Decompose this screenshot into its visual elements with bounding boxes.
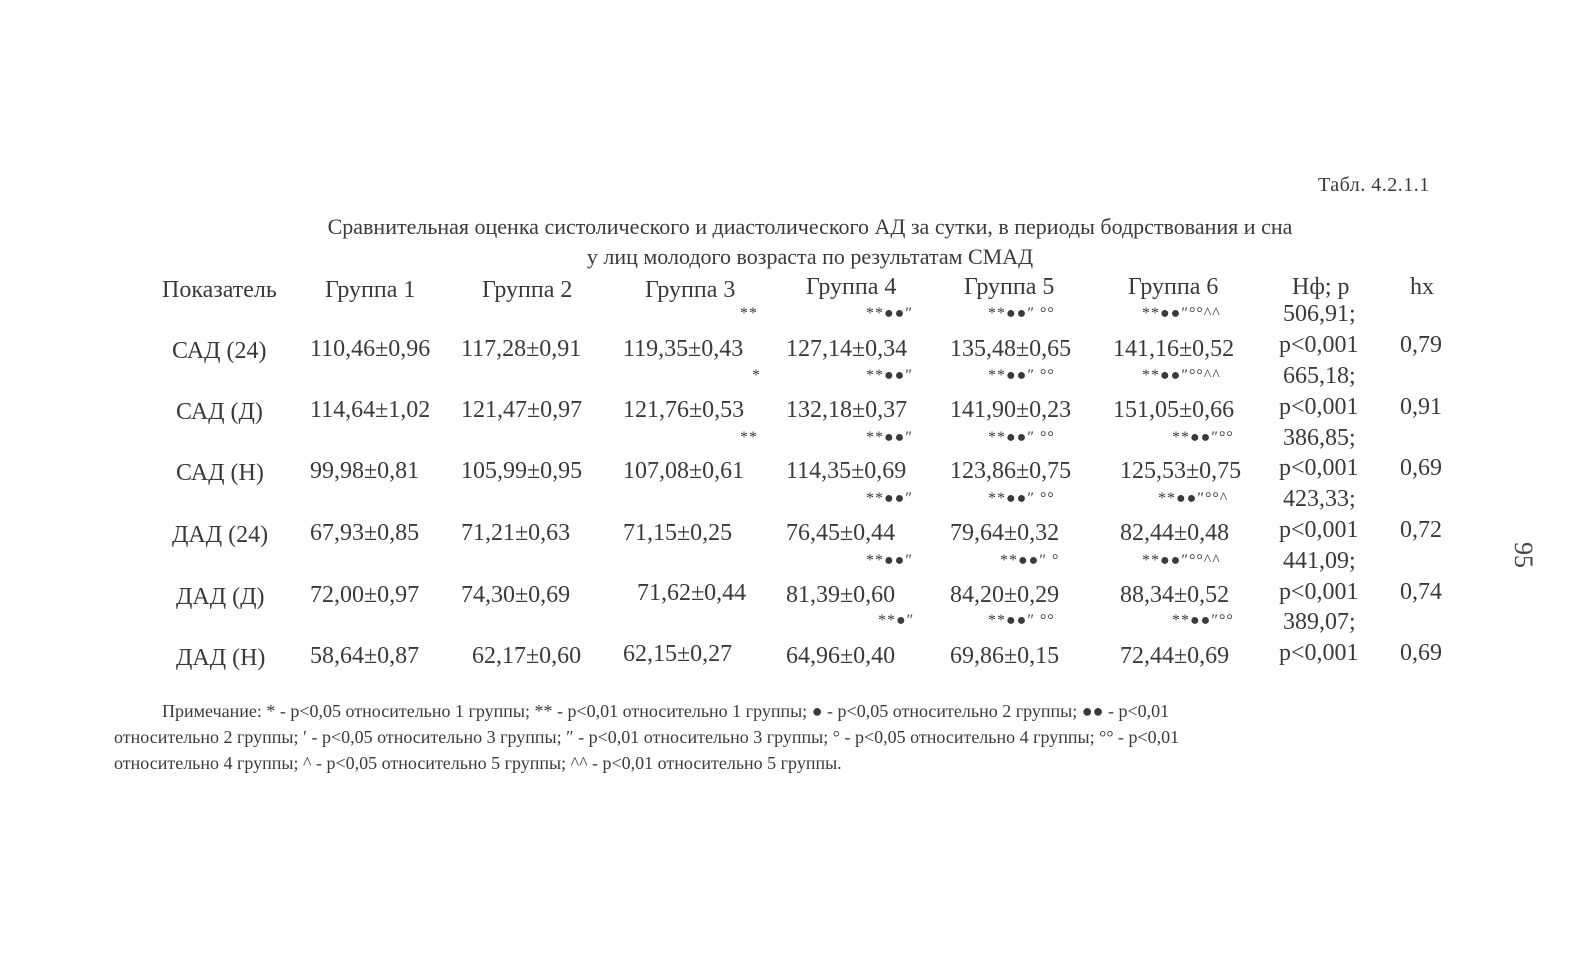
- cell-p: p<0,001: [1279, 517, 1359, 543]
- cell-nf: 423,33;: [1283, 486, 1356, 512]
- mark-g4: **●●″: [866, 305, 913, 322]
- cell-g1: 99,98±0,81: [310, 458, 420, 484]
- mark-g5: **●●″ °°: [988, 367, 1055, 384]
- cell-nf: 441,09;: [1283, 548, 1356, 574]
- cell-hx: 0,91: [1400, 394, 1442, 420]
- cell-g4: 64,96±0,40: [786, 643, 896, 669]
- mark-g3: **: [740, 305, 758, 322]
- note-line-3: относительно 4 группы; ^ - p<0,05 относительно 5 группы; ^^ - p<0,01 относительно 5 группы.: [114, 753, 842, 773]
- cell-g2: 71,21±0,63: [461, 520, 571, 546]
- cell-g6: 141,16±0,52: [1113, 336, 1235, 362]
- header-group-2: Группа 2: [482, 277, 573, 303]
- cell-hx: 0,69: [1400, 455, 1442, 481]
- row-label: САД (Н): [176, 460, 264, 486]
- header-hx: hx: [1410, 274, 1434, 300]
- mark-g6: **●●″°°^^: [1142, 367, 1221, 384]
- cell-g1: 58,64±0,87: [310, 643, 420, 669]
- table-note: [114, 698, 1456, 776]
- mark-g5: **●●″ °°: [988, 305, 1055, 322]
- cell-g2: 62,17±0,60: [472, 643, 582, 669]
- mark-g4: **●″: [878, 612, 915, 629]
- mark-g5: **●●″ °°: [988, 490, 1055, 507]
- mark-g5: **●●″ °°: [988, 429, 1055, 446]
- table-title-line-1: Сравнительная оценка систолического и диастолического АД за сутки, в периоды бодрствования и сна: [327, 214, 1293, 239]
- cell-p: p<0,001: [1279, 455, 1359, 481]
- cell-g1: 110,46±0,96: [310, 336, 431, 362]
- cell-hx: 0,72: [1400, 517, 1442, 543]
- row-label: САД (24): [172, 338, 267, 364]
- cell-g6: 82,44±0,48: [1120, 520, 1230, 546]
- mark-g6: **●●″°°^^: [1142, 552, 1221, 569]
- cell-g5: 141,90±0,23: [950, 397, 1072, 423]
- header-group-3: Группа 3: [645, 277, 736, 303]
- mark-g3: **: [740, 429, 758, 446]
- cell-g4: 132,18±0,37: [786, 397, 908, 423]
- cell-g3: 62,15±0,27: [623, 641, 733, 667]
- cell-g6: 88,34±0,52: [1120, 582, 1230, 608]
- table-title-line-2: у лиц молодого возраста по результатам СМАД: [586, 244, 1034, 269]
- mark-g4: **●●″: [866, 490, 913, 507]
- row-label: ДАД (Д): [176, 584, 265, 610]
- cell-p: p<0,001: [1279, 332, 1359, 358]
- cell-g6: 125,53±0,75: [1120, 458, 1242, 484]
- header-nf-p: Нф; p: [1292, 274, 1350, 300]
- cell-g1: 114,64±1,02: [310, 397, 431, 423]
- cell-g3: 71,15±0,25: [623, 520, 733, 546]
- cell-g5: 84,20±0,29: [950, 582, 1060, 608]
- cell-nf: 389,07;: [1283, 609, 1356, 635]
- row-label: ДАД (24): [172, 522, 269, 548]
- cell-hx: 0,69: [1400, 640, 1442, 666]
- cell-g4: 114,35±0,69: [786, 458, 907, 484]
- mark-g4: **●●″: [866, 367, 913, 384]
- header-group-6: Группа 6: [1128, 274, 1219, 300]
- cell-g1: 67,93±0,85: [310, 520, 420, 546]
- cell-p: p<0,001: [1279, 579, 1359, 605]
- cell-g4: 81,39±0,60: [786, 582, 896, 608]
- row-label: ДАД (Н): [176, 645, 266, 671]
- cell-g3: 71,62±0,44: [637, 580, 747, 606]
- cell-g3: 107,08±0,61: [623, 458, 745, 484]
- mark-g5: **●●″ °: [1000, 552, 1060, 569]
- cell-g5: 123,86±0,75: [950, 458, 1072, 484]
- cell-g5: 79,64±0,32: [950, 520, 1060, 546]
- mark-g4: **●●″: [866, 429, 913, 446]
- cell-g4: 127,14±0,34: [786, 336, 908, 362]
- mark-g6: **●●″°°^: [1158, 490, 1229, 507]
- cell-nf: 506,91;: [1283, 301, 1356, 327]
- header-indicator: Показатель: [162, 277, 277, 303]
- cell-nf: 665,18;: [1283, 363, 1356, 389]
- cell-g2: 117,28±0,91: [461, 336, 582, 362]
- mark-g4: **●●″: [866, 552, 913, 569]
- cell-hx: 0,79: [1400, 332, 1442, 358]
- cell-g4: 76,45±0,44: [786, 520, 896, 546]
- cell-nf: 386,85;: [1283, 425, 1356, 451]
- mark-g3: *: [752, 367, 761, 384]
- mark-g6: **●●″°°^^: [1142, 305, 1221, 322]
- note-line-2: относительно 2 группы; ′ - p<0,05 относительно 3 группы; ″ - p<0,01 относительно 3 группы; ° - p<0,05 относительно 4 группы; °° - p<0,01: [114, 727, 1180, 747]
- cell-p: p<0,001: [1279, 394, 1359, 420]
- note-line-1: Примечание: * - p<0,05 относительно 1 группы; ** - p<0,01 относительно 1 группы; ● - p<0,05 относительно 2 группы; ●● - p<0,01: [162, 701, 1170, 721]
- header-group-1: Группа 1: [325, 277, 416, 303]
- mark-g6: **●●″°°: [1172, 429, 1234, 446]
- cell-g2: 121,47±0,97: [461, 397, 583, 423]
- header-group-5: Группа 5: [964, 274, 1055, 300]
- row-label: САД (Д): [176, 399, 263, 425]
- cell-p: p<0,001: [1279, 640, 1359, 666]
- cell-g3: 119,35±0,43: [623, 336, 744, 362]
- cell-g6: 151,05±0,66: [1113, 397, 1235, 423]
- cell-g5: 69,86±0,15: [950, 643, 1060, 669]
- cell-g5: 135,48±0,65: [950, 336, 1072, 362]
- mark-g5: **●●″ °°: [988, 612, 1055, 629]
- cell-g2: 105,99±0,95: [461, 458, 583, 484]
- cell-g1: 72,00±0,97: [310, 582, 420, 608]
- cell-g6: 72,44±0,69: [1120, 643, 1230, 669]
- cell-g2: 74,30±0,69: [461, 582, 571, 608]
- mark-g6: **●●″°°: [1172, 612, 1234, 629]
- cell-hx: 0,74: [1400, 579, 1442, 605]
- page-number: 95: [1509, 542, 1538, 568]
- cell-g3: 121,76±0,53: [623, 397, 745, 423]
- table-label: Табл. 4.2.1.1: [1318, 174, 1430, 196]
- header-group-4: Группа 4: [806, 274, 897, 300]
